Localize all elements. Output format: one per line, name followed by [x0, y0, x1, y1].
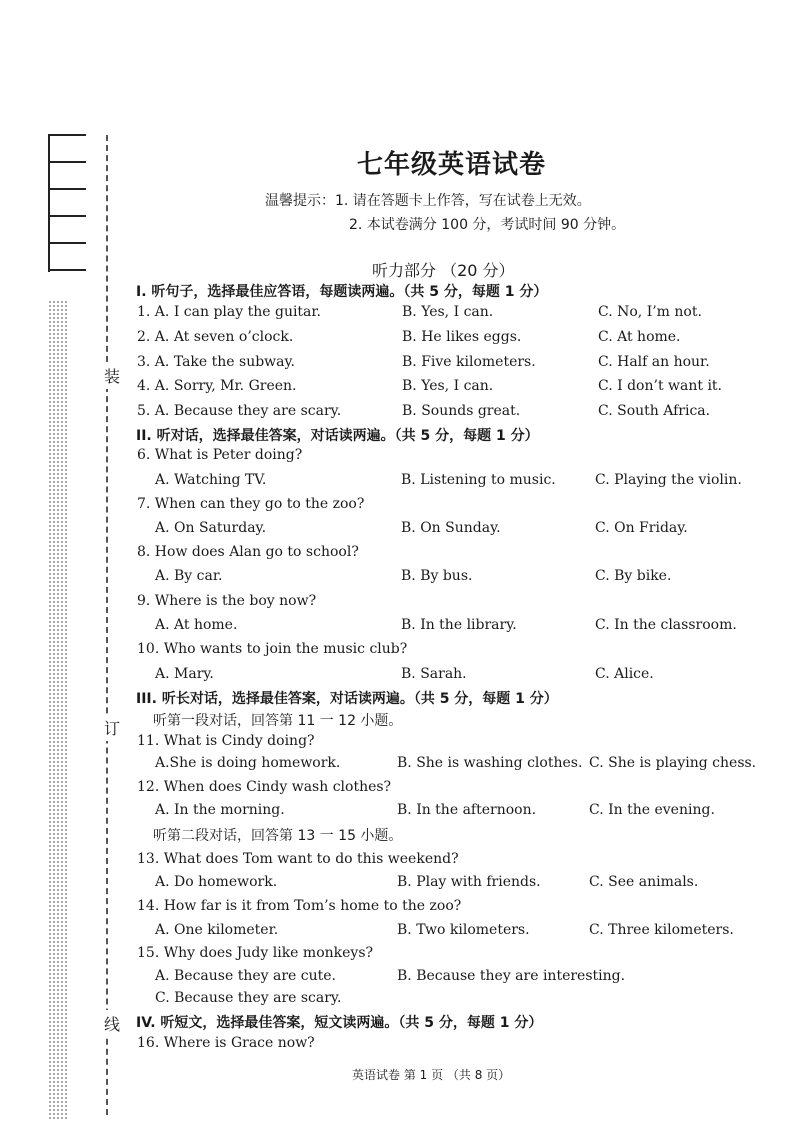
q10-text: 10. Who wants to join the music club? — [137, 641, 408, 657]
dotted-texture — [48, 300, 68, 1120]
q6-option-a: A. Watching TV. — [155, 472, 267, 488]
q7-option-b: B. On Sunday. — [401, 520, 501, 536]
q5-option-b: B. Sounds great. — [402, 403, 521, 419]
q8-option-b: B. By bus. — [401, 568, 473, 584]
binding-dashed-line — [106, 135, 108, 1115]
q7-text: 7. When can they go to the zoo? — [137, 496, 365, 512]
q16-text: 16. Where is Grace now? — [137, 1035, 315, 1051]
q1-option-a: 1. A. I can play the guitar. — [137, 304, 322, 320]
q14-option-b: B. Two kilometers. — [397, 922, 530, 938]
page-footer: 英语试卷 第 1 页 （共 8 页） — [352, 1068, 511, 1082]
q12-option-a: A. In the morning. — [155, 802, 285, 818]
q6-text: 6. What is Peter doing? — [137, 447, 303, 463]
q12-text: 12. When does Cindy wash clothes? — [137, 779, 392, 795]
q4-option-a: 4. A. Sorry, Mr. Green. — [137, 378, 297, 394]
q6-option-c: C. Playing the violin. — [595, 472, 742, 488]
listening-part-title: 听力部分 （20 分） — [372, 261, 515, 280]
section-3-part-1-note: 听第一段对话，回答第 11 一 12 小题。 — [153, 713, 403, 729]
q13-option-b: B. Play with friends. — [397, 874, 541, 890]
q2-option-a: 2. A. At seven o’clock. — [137, 329, 294, 345]
student-info-box — [48, 134, 86, 272]
q6-option-b: B. Listening to music. — [401, 472, 556, 488]
q10-option-a: A. Mary. — [155, 666, 214, 682]
q9-option-c: C. In the classroom. — [595, 617, 737, 633]
binding-char-ding: 订 — [104, 714, 120, 741]
q12-option-c: C. In the evening. — [589, 802, 715, 818]
q14-option-c: C. Three kilometers. — [589, 922, 734, 938]
q11-text: 11. What is Cindy doing? — [137, 733, 315, 749]
q11-option-b: B. She is washing clothes. — [397, 755, 583, 771]
q13-option-c: C. See animals. — [589, 874, 699, 890]
q3-option-c: C. Half an hour. — [598, 354, 710, 370]
q5-option-c: C. South Africa. — [598, 403, 711, 419]
q3-option-a: 3. A. Take the subway. — [137, 354, 296, 370]
q8-text: 8. How does Alan go to school? — [137, 544, 359, 560]
tip-line-2: 2. 本试卷满分 100 分，考试时间 90 分钟。 — [349, 217, 626, 233]
section-3-heading: III. 听长对话，选择最佳答案，对话读两遍。（共 5 分，每题 1 分） — [136, 691, 558, 707]
q4-option-b: B. Yes, I can. — [402, 378, 494, 394]
q13-text: 13. What does Tom want to do this weekend? — [137, 851, 459, 867]
q9-option-b: B. In the library. — [401, 617, 517, 633]
binding-margin — [0, 0, 120, 1123]
q1-option-b: B. Yes, I can. — [402, 304, 494, 320]
q11-option-a: A.She is doing homework. — [155, 755, 341, 771]
q8-option-a: A. By car. — [155, 568, 223, 584]
q10-option-b: B. Sarah. — [401, 666, 467, 682]
section-2-heading: II. 听对话，选择最佳答案，对话读两遍。（共 5 分，每题 1 分） — [136, 428, 539, 444]
q12-option-b: B. In the afternoon. — [397, 802, 537, 818]
q7-option-a: A. On Saturday. — [155, 520, 267, 536]
q5-option-a: 5. A. Because they are scary. — [137, 403, 342, 419]
q14-option-a: A. One kilometer. — [155, 922, 279, 938]
q3-option-b: B. Five kilometers. — [402, 354, 536, 370]
q15-option-b: B. Because they are interesting. — [397, 968, 626, 984]
tip-line-1: 温馨提示：1. 请在答题卡上作答，写在试卷上无效。 — [265, 193, 591, 209]
q7-option-c: C. On Friday. — [595, 520, 688, 536]
q2-option-c: C. At home. — [598, 329, 681, 345]
q4-option-c: C. I don’t want it. — [598, 378, 723, 394]
q11-option-c: C. She is playing chess. — [589, 755, 757, 771]
q13-option-a: A. Do homework. — [155, 874, 278, 890]
q15-option-a: A. Because they are cute. — [155, 968, 336, 984]
q2-option-b: B. He likes eggs. — [402, 329, 522, 345]
q8-option-c: C. By bike. — [595, 568, 672, 584]
section-3-part-2-note: 听第二段对话，回答第 13 一 15 小题。 — [153, 828, 403, 844]
section-4-heading: IV. 听短文，选择最佳答案，短文读两遍。（共 5 分，每题 1 分） — [136, 1015, 543, 1031]
q9-text: 9. Where is the boy now? — [137, 593, 317, 609]
q15-option-c: C. Because they are scary. — [155, 990, 342, 1006]
binding-char-xian: 线 — [104, 1010, 120, 1037]
page-title: 七年级英语试卷 — [357, 150, 547, 180]
q9-option-a: A. At home. — [155, 617, 238, 633]
q15-text: 15. Why does Judy like monkeys? — [137, 945, 374, 961]
q10-option-c: C. Alice. — [595, 666, 654, 682]
section-1-heading: I. 听句子，选择最佳应答语，每题读两遍。（共 5 分，每题 1 分） — [136, 284, 548, 300]
q1-option-c: C. No, I’m not. — [598, 304, 702, 320]
q14-text: 14. How far is it from Tom’s home to the zoo? — [137, 898, 462, 914]
binding-char-zhuang: 装 — [104, 362, 120, 389]
